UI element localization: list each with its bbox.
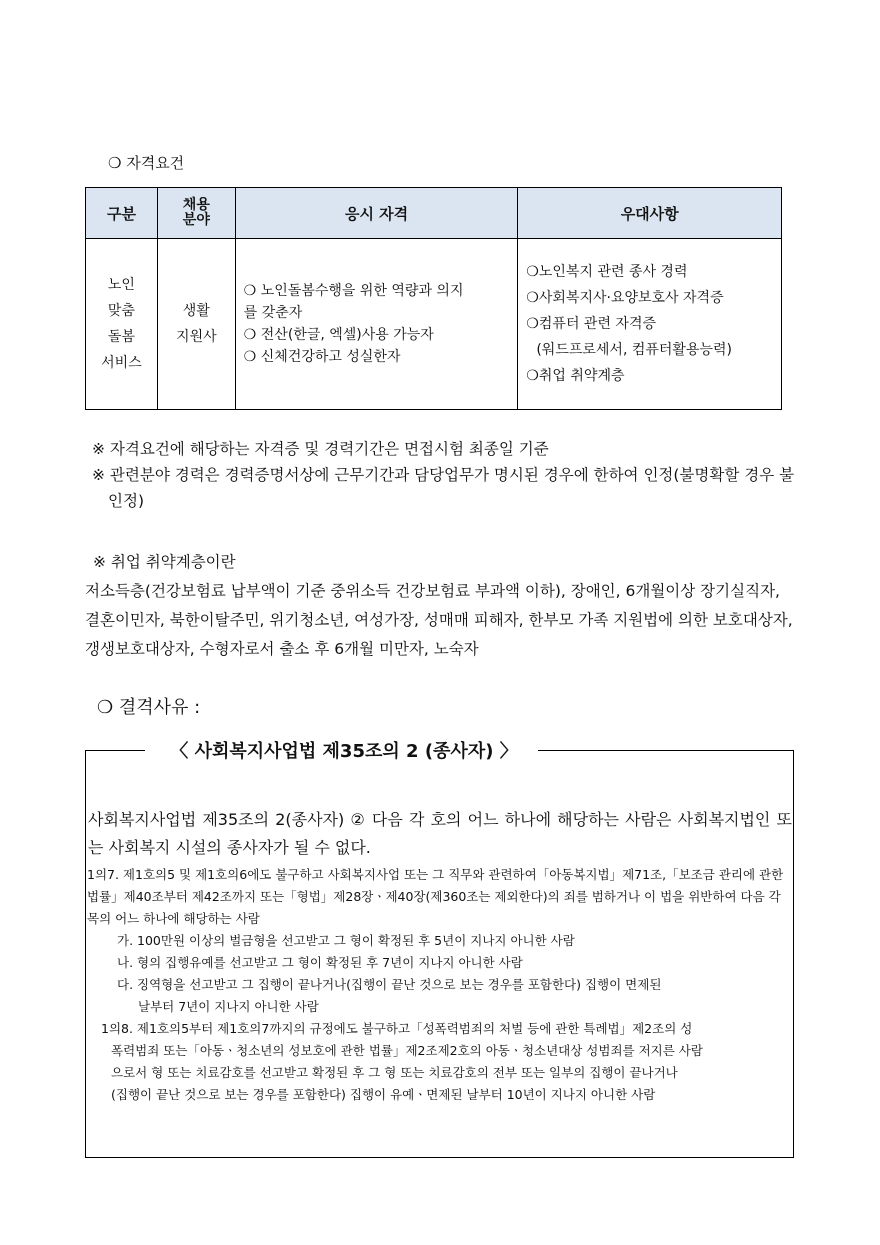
qualification-item: ❍ 전산(한글, 엑셀)사용 가능자 (243, 327, 434, 343)
law-body (87, 864, 787, 1106)
table-header-row (86, 188, 782, 239)
qualification-item: ❍ 노인돌봄수행을 위한 역량과 의지 (243, 283, 464, 299)
header-preferences: 우대사항 (518, 188, 782, 239)
header-category: 구분 (86, 188, 158, 239)
law-item-8-line: 으로서 형 또는 치료감호를 선고받고 확정된 후 그 형 또는 치료감호의 전부 또는 일부의 집행이 끝나거나 (111, 1065, 678, 1080)
note-item: ※ 자격요건에 해당하는 자격증 및 경력기간은 면접시험 최종일 기준 (92, 440, 549, 458)
vulnerable-heading: ※ 취업 취약계층이란 (93, 553, 236, 571)
preferences-cell (518, 239, 782, 410)
vulnerable-groups (85, 548, 797, 664)
preference-item: ❍사회복지사·요양보호사 자격증 (526, 290, 724, 306)
preference-item: ❍노인복지 관련 종사 경력 (526, 264, 688, 280)
preference-item: ❍취업 취약계층 (526, 368, 625, 384)
vulnerable-text: 저소득층(건강보험료 납부액이 기준 중위소득 건강보험료 부과액 이하), 장애인, 6개월이상 장기실직자, 결혼이민자, 북한이탈주민, 위기청소년, 여성가장, 성매매 피해자, 한부모 가족 지원법에 의한 보호대상자, 갱생보호대상자, 수형자로서 출소 후 6개월 미만자, 노숙자 (85, 582, 793, 658)
law-sub-item: 나. 형의 집행유예를 선고받고 그 형이 확정된 후 7년이 지나지 아니한 사람 (117, 955, 523, 970)
law-box-top-left-border (85, 750, 145, 751)
law-item-7: 1의7. 제1호의5 및 제1호의6에도 불구하고 사회복지사업 또는 그 직무와 관련하여「아동복지법」제71조,「보조금 관리에 관한 법률」제40조부터 제42조까지 또는「형법」제28장ㆍ제40장(제360조는 제외한다)의 죄를 범하거나 이 법을 위반하여 다음 각 목의 어느 하나에 해당하는 사람 (87, 867, 784, 926)
field-cell: 생활 지원사 (157, 239, 235, 410)
law-sub-item: 가. 100만원 이상의 벌금형을 선고받고 그 형이 확정된 후 5년이 지나지 아니한 사람 (117, 933, 575, 948)
qualification-heading: ❍ 자격요건 (108, 154, 185, 172)
note-item: ※ 관련분야 경력은 경력증명서상에 근무기간과 담당업무가 명시된 경우에 한하여 인정(불명확할 경우 불인정) (92, 466, 795, 510)
law-item-8-line: 1의8. 제1호의5부터 제1호의7까지의 규정에도 불구하고「성폭력범죄의 처벌 등에 관한 특례법」제2조의 성 (101, 1021, 693, 1036)
law-item-8-line: 폭력범죄 또는「아동ㆍ청소년의 성보호에 관한 법률」제2조제2호의 아동ㆍ청소년대상 성범죄를 저지른 사람 (111, 1043, 703, 1058)
law-box-title: 〈 사회복지사업법 제35조의 2 (종사자) 〉 (150, 737, 538, 763)
law-item-8-line: (집행이 끝난 것으로 보는 경우를 포함한다) 집행이 유예ㆍ면제된 날부터 10년이 지나지 아니한 사람 (111, 1087, 656, 1102)
notes (92, 436, 802, 514)
header-field: 채용 분야 (157, 188, 235, 239)
preference-item-cont: (워드프로세서, 컴퓨터활용능력) (536, 342, 732, 358)
preference-item: ❍컴퓨터 관련 자격증 (526, 316, 656, 332)
law-intro: 사회복지사업법 제35조의 2(종사자) ② 다음 각 호의 어느 하나에 해당하는 사람은 사회복지법인 또는 사회복지 시설의 종사자가 될 수 없다. (88, 810, 792, 857)
header-qualifications: 응시 자격 (235, 188, 518, 239)
qualification-table (85, 187, 782, 410)
disqualification-heading: ❍ 결격사유 : (97, 697, 201, 718)
law-sub-item-cont: 날부터 7년이 지나지 아니한 사람 (138, 999, 319, 1014)
law-sub-item: 다. 징역형을 선고받고 그 집행이 끝나거나(집행이 끝난 것으로 보는 경우를 포함한다) 집행이 면제된 (117, 977, 662, 992)
qualification-item-cont: 를 갖춘자 (243, 305, 303, 321)
category-cell: 노인 맞춤 돌봄 서비스 (86, 239, 158, 410)
table-row (86, 239, 782, 410)
qualifications-cell (235, 239, 518, 410)
qualification-item: ❍ 신체건강하고 성실한자 (243, 349, 401, 365)
law-box-top-right-border (538, 750, 794, 751)
